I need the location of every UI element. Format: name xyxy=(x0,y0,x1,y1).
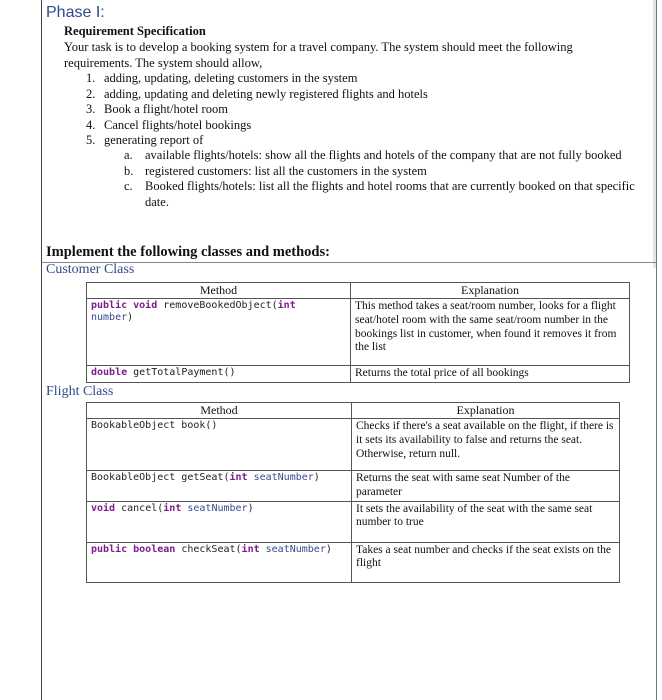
table-row xyxy=(87,299,630,366)
method-cell: public void removeBookedObject(int number) xyxy=(87,299,351,366)
table-header-row xyxy=(87,283,630,299)
phase-title: Phase I: xyxy=(46,4,105,21)
requirements-list xyxy=(64,71,428,149)
list-item: a. available flights/hotels: show all the flights and hotels of the company that are not fully booked xyxy=(124,148,622,162)
explanation-cell: Checks if there's a seat available on the flight, if there is it sets its availability to false and returns the seat. Otherwise, return null. xyxy=(352,419,620,471)
table-row xyxy=(87,542,620,582)
page-left-border xyxy=(41,0,42,700)
explanation-cell: It sets the availability of the seat with the same seat number to true xyxy=(352,501,620,542)
table-row xyxy=(87,419,620,471)
method-cell: void cancel(int seatNumber) xyxy=(87,501,352,542)
customer-methods-table xyxy=(86,282,630,383)
page-right-border xyxy=(656,0,657,700)
intro-paragraph: Your task is to develop a booking system for a travel company. The system should meet the following requirements. The system should allow, xyxy=(64,40,573,70)
explanation-cell: Returns the seat with same seat Number of the parameter xyxy=(352,471,620,502)
list-item: b. registered customers: list all the customers in the system xyxy=(124,163,427,178)
explanation-cell: This method takes a seat/room number, looks for a flight seat/hotel room with the same seat/room number in the bookings list in customer, when found it removes it from the list xyxy=(351,299,630,366)
report-items-list xyxy=(124,148,636,210)
explanation-header: Explanation xyxy=(352,403,620,419)
table-row xyxy=(87,501,620,542)
method-cell: BookableObject book() xyxy=(87,419,352,471)
list-item: 4. Cancel flights/hotel bookings xyxy=(86,117,252,132)
table-row xyxy=(87,366,630,383)
list-item: 1. adding, updating, deleting customers in the system xyxy=(86,71,358,85)
flight-class-title: Flight Class xyxy=(46,384,114,399)
explanation-cell: Returns the total price of all bookings xyxy=(351,366,630,383)
method-cell: public boolean checkSeat(int seatNumber) xyxy=(87,542,352,582)
list-item: 2. adding, updating and deleting newly registered flights and hotels xyxy=(86,86,428,101)
method-header: Method xyxy=(87,283,351,299)
list-item: 3. Book a flight/hotel room xyxy=(86,102,228,116)
method-cell: BookableObject getSeat(int seatNumber) xyxy=(87,471,352,502)
list-item: c. Booked flights/hotels: list all the flights and hotel rooms that are currently booked on that specific date. xyxy=(124,179,635,209)
requirement-title: Requirement Specification xyxy=(64,24,206,38)
customer-class-title: Customer Class xyxy=(46,262,135,277)
explanation-header: Explanation xyxy=(351,283,630,299)
method-cell: double getTotalPayment() xyxy=(87,366,351,383)
method-header: Method xyxy=(87,403,352,419)
table-row xyxy=(87,471,620,502)
flight-methods-table xyxy=(86,402,620,583)
implement-heading: Implement the following classes and methods: xyxy=(46,244,330,260)
list-item: 5. generating report of xyxy=(86,133,204,147)
explanation-cell: Takes a seat number and checks if the seat exists on the flight xyxy=(352,542,620,582)
table-header-row xyxy=(87,403,620,419)
